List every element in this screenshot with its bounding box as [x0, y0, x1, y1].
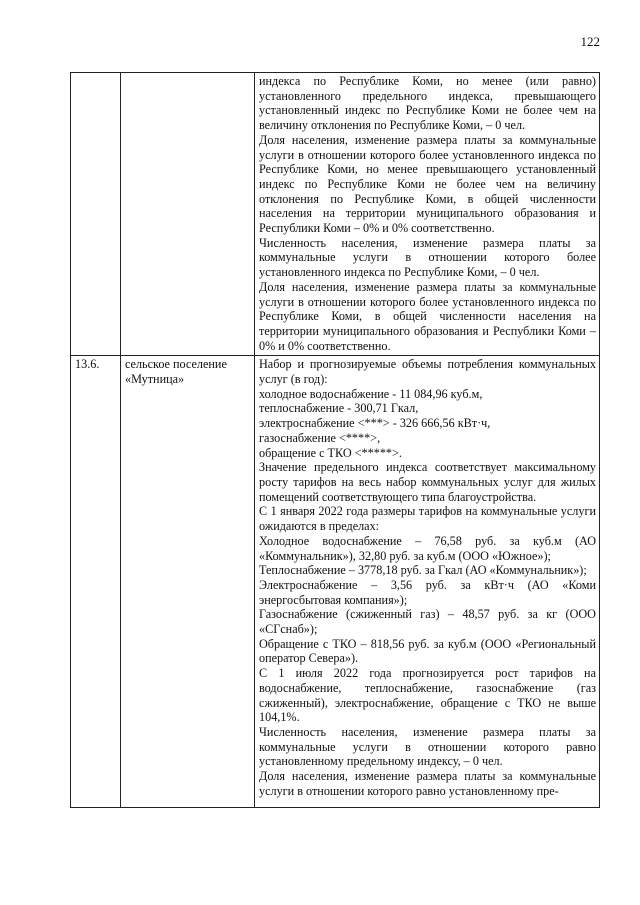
- paragraph: Обращение с ТКО – 818,56 руб. за куб.м (ООО «Региональный оператор Севера»).: [259, 636, 596, 666]
- table-row: [71, 73, 600, 356]
- row-number-cell: 13.6.: [71, 356, 121, 808]
- paragraph: теплоснабжение - 300,71 Гкал,: [259, 401, 419, 416]
- paragraph: С 1 января 2022 года размеры тарифов на коммунальные услуги ожидаются в пределах:: [259, 504, 596, 534]
- paragraph: обращение с ТКО <*****>.: [259, 445, 402, 460]
- page-number: 122: [580, 34, 600, 49]
- paragraph: Значение предельного индекса соответствует максимальному росту тарифов на весь набор коммунальных услуг для жилых помещений соответствующего типа благоустройства.: [259, 460, 596, 504]
- paragraph: С 1 июля 2022 года прогнозируется рост тарифов на водоснабжение, теплоснабжение, газоснабжение (газ сжиженный), электроснабжение, обращение с ТКО не выше 104,1%.: [259, 666, 596, 725]
- municipality-name-cell: [121, 356, 255, 808]
- paragraph: Доля населения, изменение размера платы за коммунальные услуги в отношении которого более установленного индекса по Республике Коми, в общей численности населения на территории муниципального образования и Республики Коми – 0% и 0% соответственно.: [259, 279, 596, 353]
- municipality-name-line: сельское поселение: [125, 357, 227, 372]
- paragraph: Набор и прогнозируемые объемы потребления коммунальных услуг (в год):: [259, 357, 596, 387]
- paragraph: электроснабжение <***> - 326 666,56 кВт·ч,: [259, 416, 491, 431]
- table-row: [71, 356, 600, 808]
- paragraph: холодное водоснабжение - 11 084,96 куб.м,: [259, 386, 483, 401]
- description-cell: [255, 356, 600, 808]
- paragraph: Электроснабжение – 3,56 руб. за кВт·ч (АО «Коми энергосбытовая компания»);: [259, 577, 596, 607]
- paragraph: Холодное водоснабжение – 76,58 руб. за куб.м (АО «Коммунальник»), 32,80 руб. за куб.м (ООО «Южное»);: [259, 533, 596, 563]
- paragraph: Теплоснабжение – 3778,18 руб. за Гкал (АО «Коммунальник»);: [259, 563, 587, 578]
- paragraph: Численность населения, изменение размера платы за коммунальные услуги в отношении которого равно установленному предельному индексу, – 0 чел.: [259, 724, 596, 769]
- indicator-table: [70, 72, 600, 808]
- municipality-name-cell: [121, 73, 255, 356]
- paragraph: Численность населения, изменение размера платы за коммунальные услуги в отношении которого более установленного индекса по Республике Коми, – 0 чел.: [259, 235, 596, 280]
- paragraph: Газоснабжение (сжиженный газ) – 48,57 руб. за кг (ООО «СГснаб»);: [259, 607, 596, 637]
- paragraph: индекса по Республике Коми, но менее (или равно) установленного предельного индекса, превышающего установленный индекс по Республике Коми не более чем на величину отклонения по Республике Коми, – 0 чел.: [259, 74, 596, 133]
- municipality-name-line: «Мутница»: [125, 372, 185, 387]
- paragraph: Доля населения, изменение размера платы за коммунальные услуги в отношении которого равно установленному пре-: [259, 769, 596, 798]
- paragraph: газоснабжение <****>,: [259, 430, 381, 445]
- paragraph: Доля населения, изменение размера платы за коммунальные услуги в отношении которого более установленного индекса по Республике Коми, но менее превышающего установленный индекс по Республике Коми не более чем на величину отклонения по Республике Коми, в общей численности населения на территории муниципального образования и Республики Коми – 0% и 0% соответственно.: [259, 132, 596, 236]
- description-cell: [255, 73, 600, 356]
- row-number-cell: [71, 73, 121, 356]
